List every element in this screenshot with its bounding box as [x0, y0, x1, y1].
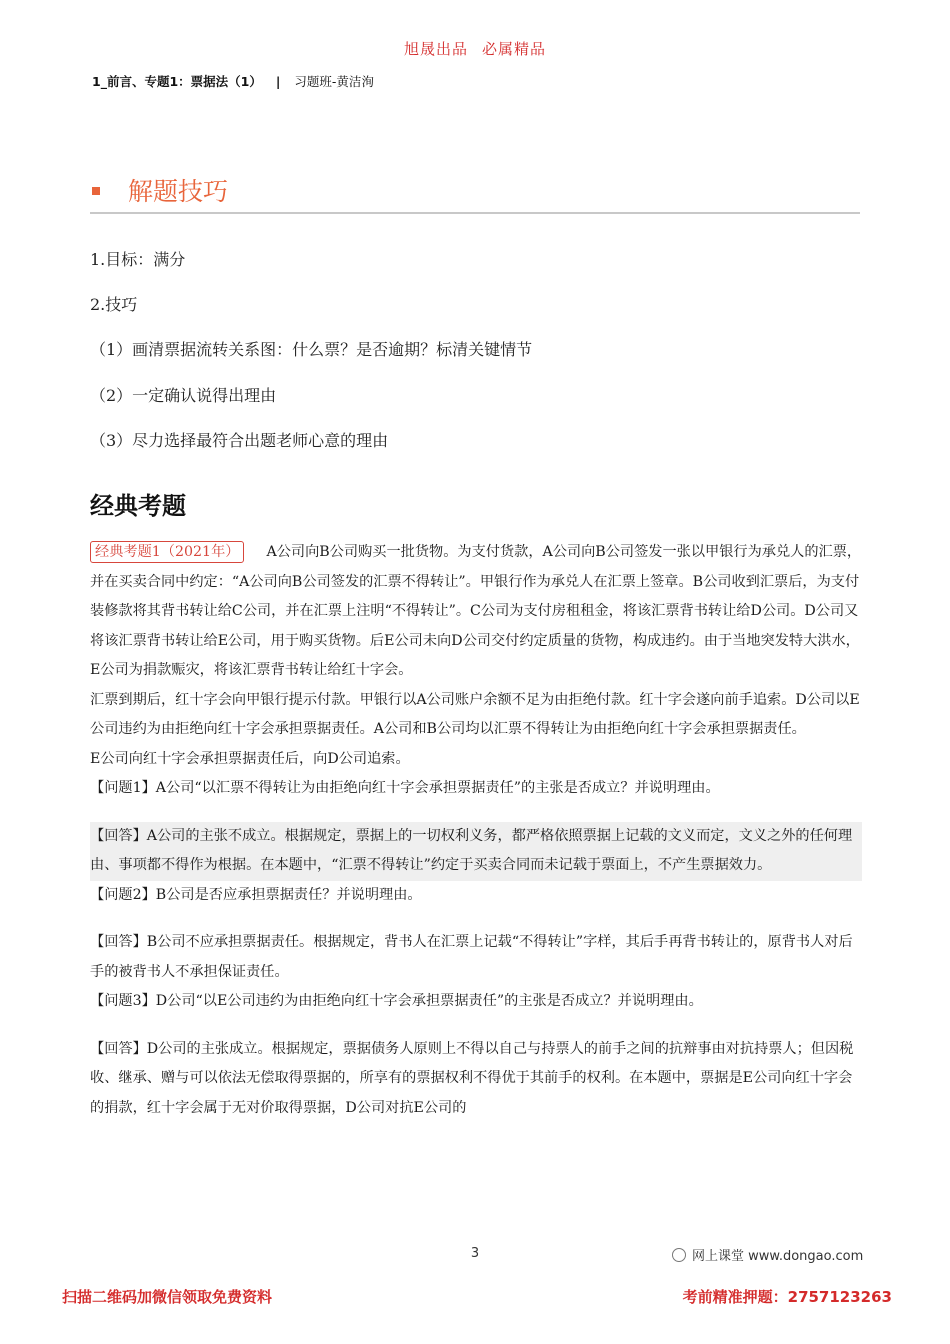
tip-line-5: （3）尽力选择最符合出题老师心意的理由	[90, 431, 389, 450]
top-banner	[0, 38, 950, 59]
section-title-text: 解题技巧	[128, 177, 229, 206]
promo-right: 考前精准押题：2757123263	[682, 1288, 892, 1306]
bullet-square-icon	[92, 187, 100, 195]
classic-heading: 经典考题	[90, 491, 186, 520]
course-header	[92, 72, 374, 90]
footer-brand	[672, 1245, 863, 1264]
banner-right: 必属精品	[482, 40, 547, 58]
promo-left: 扫描二维码加微信领取免费资料	[62, 1288, 273, 1306]
tip-line-3: （1）画清票据流转关系图：什么票？是否逾期？标清关键情节	[90, 340, 533, 359]
footer-brand-text: 网上课堂 www.dongao.com	[692, 1249, 864, 1264]
question-1: 【问题1】A公司“以汇票不得转让为由拒绝向红十字会承担票据责任”的主张是否成立？并说明理由。	[90, 780, 720, 796]
answer-3: 【回答】D公司的主张成立。根据规定，票据债务人原则上不得以自己与持票人的前手之间的抗辩事由对抗持票人；但因税收、继承、赠与可以依法无偿取得票据的，所享有的票据权利不得优于其前手的权利。在本题中，票据是E公司向红十字会的捐款，红十字会属于无对价取得票据，D公司对抗E公司的	[90, 1040, 854, 1116]
question-intro	[90, 538, 862, 686]
question-3: 【问题3】D公司“以E公司违约为由拒绝向红十字会承担票据责任”的主张是否成立？并说明理由。	[90, 993, 703, 1009]
answer-1: 【回答】A公司的主张不成立。根据规定，票据上的一切权利义务，都严格依照票据上记载的文义而定，文义之外的任何理由、事项都不得作为根据。在本题中，“汇票不得转让”约定于买卖合同而未记载于票面上，不产生票据效力。	[90, 822, 862, 881]
answer-2: 【回答】B公司不应承担票据责任。根据规定，背书人在汇票上记载“不得转让”字样，其后手再背书转让的，原背书人对后手的被背书人不承担保证责任。	[90, 934, 853, 980]
tip-line-1: 1.目标：满分	[90, 250, 186, 269]
chapter-title: 1_前言、专题1：票据法（1）	[92, 74, 262, 89]
tip-line-2: 2.技巧	[90, 295, 138, 314]
question-tag: 经典考题1（2021年）	[90, 541, 244, 563]
question-2: 【问题2】B公司是否应承担票据责任？并说明理由。	[90, 886, 422, 903]
header-separator: |	[275, 74, 281, 89]
section-divider	[90, 212, 860, 214]
section-title	[92, 172, 228, 208]
class-name: 习题班-黄洁洵	[294, 74, 374, 89]
brand-logo-icon	[672, 1248, 686, 1262]
question-body	[90, 538, 862, 1123]
banner-left: 旭晟出品	[403, 40, 468, 58]
question-para-2: 汇票到期后，红十字会向甲银行提示付款。甲银行以A公司账户余额不足为由拒绝付款。红十字会遂向前手追索。D公司以E公司违约为由拒绝向红十字会承担票据责任。A公司和B公司均以汇票不得转让为由拒绝向红十字会承担票据责任。	[90, 691, 860, 737]
page-number: 3	[470, 1246, 480, 1261]
tip-line-4: （2）一定确认说得出理由	[90, 386, 277, 405]
question-intro-text: A公司向B公司购买一批货物。为支付货款，A公司向B公司签发一张以甲银行为承兑人的汇票，并在买卖合同中约定：“A公司向B公司签发的汇票不得转让”。甲银行作为承兑人在汇票上签章。B公司收到汇票后，为支付装修款将其背书转让给C公司，并在汇票上注明“不得转让”。C公司为支付房租租金，将该汇票背书转让给D公司。D公司又将该汇票背书转让给E公司，用于购买货物。后E公司未向D公司交付约定质量的货物，构成违约。由于当地突发特大洪水，E公司为捐款赈灾，将该汇票背书转让给红十字会。	[90, 544, 862, 678]
question-para-3: E公司向红十字会承担票据责任后，向D公司追索。	[90, 750, 410, 767]
